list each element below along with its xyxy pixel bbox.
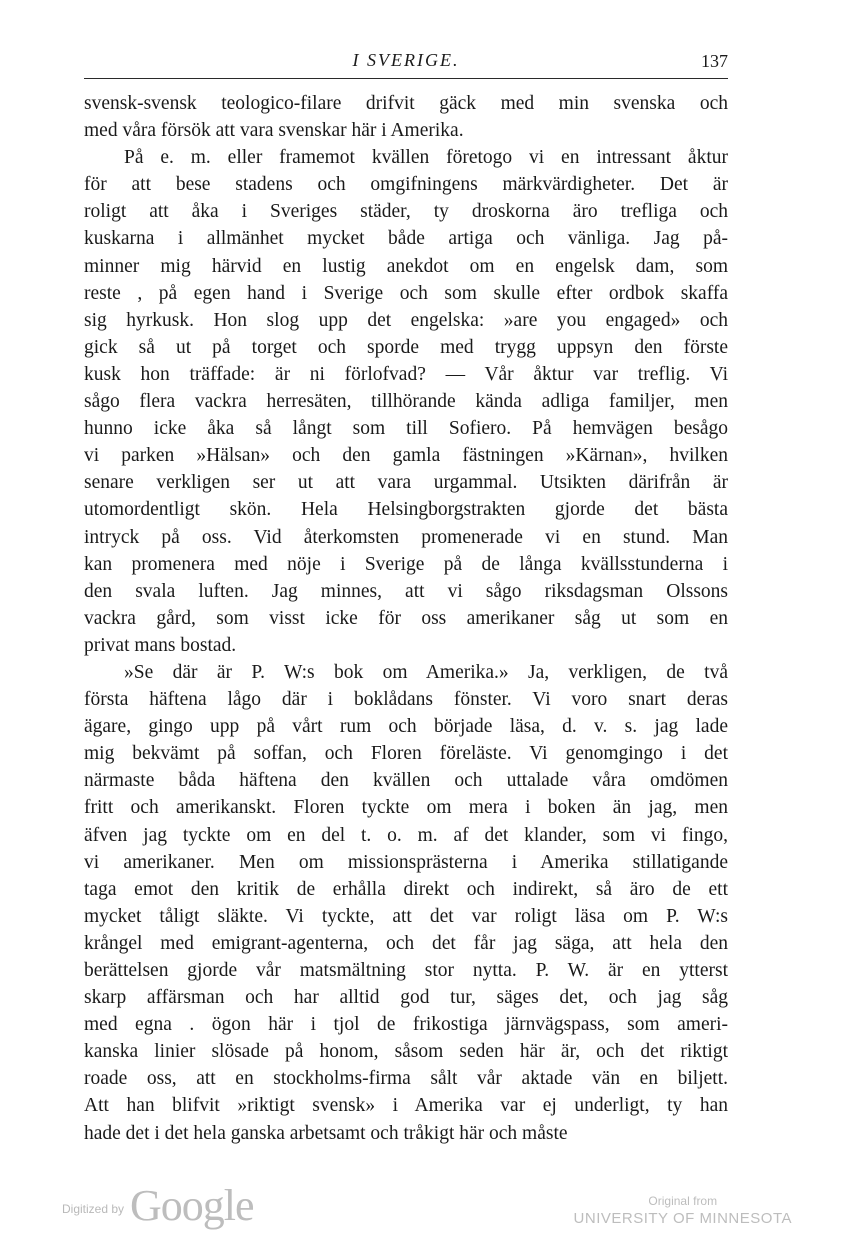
text-line: mycket tåligt släkte. Vi tyckte, att det var roligt läsa om P. W:s bbox=[84, 905, 728, 927]
source-watermark bbox=[574, 1194, 792, 1227]
text-line: senare verkligen ser ut att vara urgammal. Utsikten därifrån är bbox=[84, 472, 728, 494]
text-line: gick så ut på torget och sporde med trygg uppsyn den förste bbox=[84, 336, 728, 358]
text-line: kusk hon träffade: är ni förlofvad? — Vår åktur var treflig. Vi bbox=[84, 363, 728, 385]
text-line: berättelsen gjorde vår matsmältning stor nytta. P. W. är en ytterst bbox=[84, 960, 728, 981]
text-line: intryck på oss. Vid återkomsten promenerade vi en stund. Man bbox=[84, 526, 728, 548]
text-line: fritt och amerikanskt. Floren tyckte om mera i boken än jag, men bbox=[84, 797, 728, 819]
text-line: för att bese stadens och omgifningens märkvärdigheter. Det är bbox=[84, 174, 728, 196]
text-line: svensk-svensk teologico-filare drifvit gäck med min svenska och bbox=[84, 93, 728, 114]
text-line: närmaste båda häftena den kvällen och uttalade våra omdömen bbox=[84, 770, 728, 792]
digitized-by-watermark bbox=[62, 1180, 254, 1230]
text-line: kuskarna i allmänhet mycket både artiga och vänliga. Jag på- bbox=[84, 228, 728, 250]
text-line: reste , på egen hand i Sverige och som skulle efter ordbok skaffa bbox=[84, 282, 728, 304]
university-label: UNIVERSITY OF MINNESOTA bbox=[573, 1210, 792, 1227]
page-number: 137 bbox=[701, 51, 728, 71]
text-line: taga emot den kritik de erhålla direkt och indirekt, så äro de ett bbox=[84, 878, 728, 900]
text-line: skarp affärsman och har alltid god tur, säges det, och jag såg bbox=[84, 987, 728, 1009]
page-header bbox=[84, 46, 728, 79]
paragraph bbox=[84, 144, 728, 659]
text-line: ägare, gingo upp på vårt rum och började läsa, d. v. s. jag lade bbox=[84, 716, 728, 738]
running-head: I SVERIGE. bbox=[352, 50, 460, 70]
google-logo: Google bbox=[130, 1180, 254, 1230]
text-line: roade oss, att en stockholms-firma sålt vår aktade vän en biljett. bbox=[84, 1068, 728, 1090]
text-line: roligt att åka i Sveriges städer, ty droskorna äro trefliga och bbox=[84, 201, 728, 223]
text-line: På e. m. eller framemot kvällen företogo vi en intressant åktur bbox=[124, 147, 728, 169]
body-text bbox=[84, 90, 728, 1147]
text-line: första häftena lågo där i boklådans fönster. Vi voro snart deras bbox=[84, 689, 728, 711]
text-line: vi parken »Hälsan» och den gamla fästningen »Kärnan», hvilken bbox=[84, 445, 728, 467]
text-line: med egna . ögon här i tjol de frikostiga järnvägspass, som ameri- bbox=[84, 1014, 728, 1036]
text-line: hunno icke åka så långt som till Sofiero. På hemvägen besågo bbox=[84, 418, 728, 440]
text-line: kanska linier slösade på honom, såsom seden här är, och det riktigt bbox=[84, 1041, 728, 1063]
text-line: äfven jag tyckte om en del t. o. m. af det klander, som vi fingo, bbox=[84, 824, 728, 846]
text-line: mig bekvämt på soffan, och Floren föreläste. Vi genomgingo i det bbox=[84, 743, 728, 765]
text-line: utomordentligt skön. Hela Helsingborgstrakten gjorde det bästa bbox=[84, 499, 728, 521]
text-line: krångel med emigrant-agenterna, och det får jag säga, att hela den bbox=[84, 932, 728, 954]
original-from-label: Original from bbox=[648, 1194, 718, 1208]
text-line: »Se där är P. W:s bok om Amerika.» Ja, verkligen, de två bbox=[124, 661, 728, 683]
text-line: vi amerikaner. Men om missionsprästerna i Amerika stillatigande bbox=[84, 851, 728, 873]
text-line: sig hyrkusk. Hon slog upp det engelska: »are you engaged» och bbox=[84, 309, 728, 331]
text-line: med våra försök att vara svenskar här i Amerika. bbox=[84, 120, 464, 142]
text-line: vackra gård, som visst icke för oss amerikaner såg ut som en bbox=[84, 607, 728, 629]
text-line: sågo flera vackra herresäten, tillhörande kända adliga familjer, men bbox=[84, 391, 728, 413]
text-line: den svala luften. Jag minnes, att vi sågo riksdagsman Olssons bbox=[84, 580, 728, 602]
text-line: Att han blifvit »riktigt svensk» i Amerika var ej underligt, ty han bbox=[84, 1095, 728, 1117]
paragraph bbox=[84, 659, 728, 1147]
text-line: hade det i det hela ganska arbetsamt och tråkigt här och måste bbox=[84, 1122, 568, 1144]
digitized-by-label: Digitized by bbox=[62, 1202, 125, 1216]
text-line: kan promenera med nöje i Sverige på de långa kvällsstunderna i bbox=[84, 553, 728, 575]
paragraph bbox=[84, 90, 728, 144]
text-line: minner mig härvid en lustig anekdot om en engelsk dam, som bbox=[84, 255, 728, 277]
text-line: privat mans bostad. bbox=[84, 634, 237, 656]
